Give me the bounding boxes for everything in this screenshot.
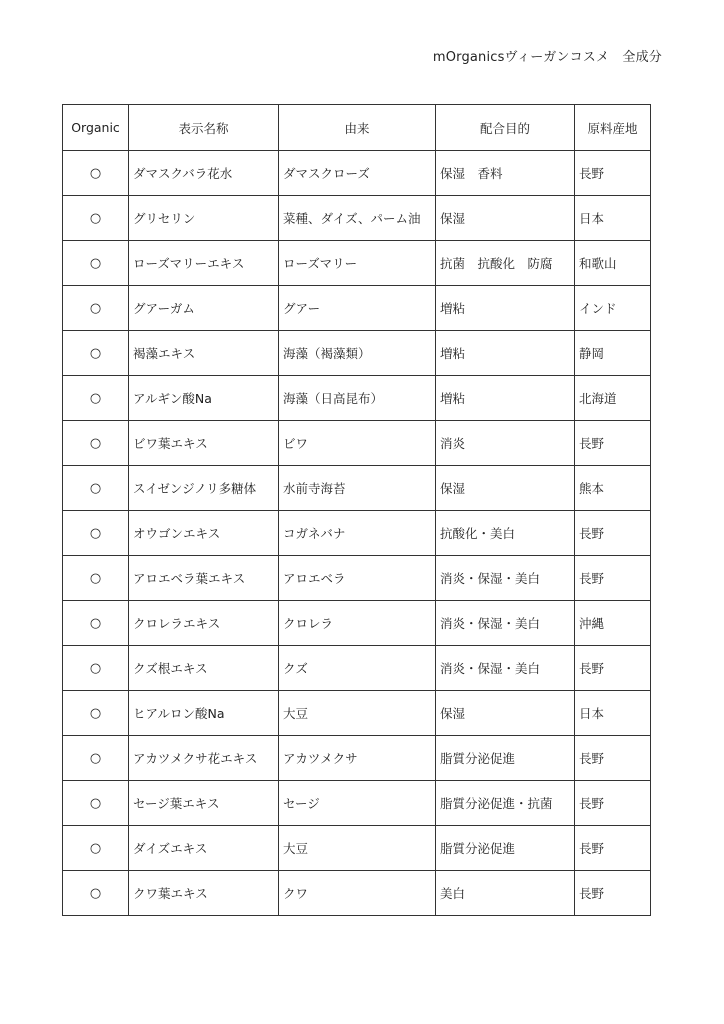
ingredient-name: アロエベラ葉エキス: [129, 556, 279, 601]
header-purpose: 配合目的: [436, 105, 575, 151]
organic-mark: ○: [63, 646, 129, 691]
organic-mark: ○: [63, 196, 129, 241]
organic-mark: ○: [63, 601, 129, 646]
ingredient-region: 熊本: [575, 466, 651, 511]
organic-mark: ○: [63, 331, 129, 376]
ingredient-origin: 大豆: [279, 691, 436, 736]
table-row: [63, 421, 651, 466]
ingredient-purpose: 消炎: [436, 421, 575, 466]
ingredient-origin: アカツメクサ: [279, 736, 436, 781]
ingredient-region: インド: [575, 286, 651, 331]
organic-mark: ○: [63, 826, 129, 871]
ingredient-origin: セージ: [279, 781, 436, 826]
table-row: [63, 196, 651, 241]
table-row: [63, 556, 651, 601]
ingredient-purpose: 消炎・保湿・美白: [436, 556, 575, 601]
ingredient-name: クワ葉エキス: [129, 871, 279, 916]
ingredient-purpose: 脂質分泌促進: [436, 736, 575, 781]
ingredient-name: ローズマリーエキス: [129, 241, 279, 286]
table-row: [63, 826, 651, 871]
ingredient-name: セージ葉エキス: [129, 781, 279, 826]
ingredient-region: 沖縄: [575, 601, 651, 646]
ingredient-region: 長野: [575, 826, 651, 871]
ingredient-purpose: 抗菌 抗酸化 防腐: [436, 241, 575, 286]
ingredient-purpose: 消炎・保湿・美白: [436, 601, 575, 646]
ingredient-purpose: 保湿: [436, 691, 575, 736]
ingredient-purpose: 保湿: [436, 466, 575, 511]
organic-mark: ○: [63, 556, 129, 601]
ingredient-origin: クズ: [279, 646, 436, 691]
table-row: [63, 331, 651, 376]
ingredient-purpose: 増粘: [436, 286, 575, 331]
ingredient-origin: 海藻（日高昆布）: [279, 376, 436, 421]
ingredient-purpose: 増粘: [436, 376, 575, 421]
ingredient-purpose: 増粘: [436, 331, 575, 376]
header-name: 表示名称: [129, 105, 279, 151]
table-row: [63, 736, 651, 781]
ingredient-region: 長野: [575, 421, 651, 466]
document-title: mOrganicsヴィーガンコスメ 全成分: [432, 50, 662, 65]
table-row: [63, 466, 651, 511]
organic-mark: ○: [63, 286, 129, 331]
table-row: [63, 871, 651, 916]
organic-mark: ○: [63, 871, 129, 916]
ingredient-origin: アロエベラ: [279, 556, 436, 601]
ingredient-name: スイゼンジノリ多糖体: [129, 466, 279, 511]
ingredient-region: 長野: [575, 871, 651, 916]
ingredient-name: アカツメクサ花エキス: [129, 736, 279, 781]
ingredient-name: ダイズエキス: [129, 826, 279, 871]
ingredient-purpose: 消炎・保湿・美白: [436, 646, 575, 691]
ingredient-name: グアーガム: [129, 286, 279, 331]
ingredient-name: 褐藻エキス: [129, 331, 279, 376]
ingredient-region: 長野: [575, 781, 651, 826]
ingredient-origin: 大豆: [279, 826, 436, 871]
ingredient-origin: ダマスクローズ: [279, 151, 436, 196]
ingredient-purpose: 抗酸化・美白: [436, 511, 575, 556]
ingredient-origin: グアー: [279, 286, 436, 331]
organic-mark: ○: [63, 466, 129, 511]
ingredient-region: 長野: [575, 646, 651, 691]
ingredient-name: ダマスクバラ花水: [129, 151, 279, 196]
ingredient-purpose: 保湿 香料: [436, 151, 575, 196]
organic-mark: ○: [63, 421, 129, 466]
ingredient-region: 日本: [575, 691, 651, 736]
ingredients-table: [62, 104, 651, 916]
ingredient-purpose: 脂質分泌促進・抗菌: [436, 781, 575, 826]
header-organic: Organic: [63, 105, 129, 151]
ingredient-origin: クワ: [279, 871, 436, 916]
table-row: [63, 241, 651, 286]
ingredient-name: ヒアルロン酸Na: [129, 691, 279, 736]
table-body: [63, 151, 651, 916]
organic-mark: ○: [63, 781, 129, 826]
ingredient-name: クズ根エキス: [129, 646, 279, 691]
table-row: [63, 601, 651, 646]
ingredient-purpose: 美白: [436, 871, 575, 916]
table-row: [63, 376, 651, 421]
ingredient-name: アルギン酸Na: [129, 376, 279, 421]
ingredient-region: 北海道: [575, 376, 651, 421]
ingredient-origin: コガネバナ: [279, 511, 436, 556]
ingredient-origin: ビワ: [279, 421, 436, 466]
ingredient-name: クロレラエキス: [129, 601, 279, 646]
ingredient-region: 和歌山: [575, 241, 651, 286]
ingredient-region: 長野: [575, 151, 651, 196]
organic-mark: ○: [63, 511, 129, 556]
table-row: [63, 151, 651, 196]
ingredient-region: 長野: [575, 736, 651, 781]
table-row: [63, 781, 651, 826]
ingredient-name: ビワ葉エキス: [129, 421, 279, 466]
ingredient-origin: ローズマリー: [279, 241, 436, 286]
table-header-row: [63, 105, 651, 151]
ingredient-region: 日本: [575, 196, 651, 241]
ingredient-origin: 水前寺海苔: [279, 466, 436, 511]
ingredient-origin: クロレラ: [279, 601, 436, 646]
header-region: 原料産地: [575, 105, 651, 151]
organic-mark: ○: [63, 691, 129, 736]
ingredient-origin: 菜種、ダイズ、パーム油: [279, 196, 436, 241]
organic-mark: ○: [63, 151, 129, 196]
ingredient-purpose: 脂質分泌促進: [436, 826, 575, 871]
table-row: [63, 691, 651, 736]
ingredient-name: グリセリン: [129, 196, 279, 241]
table-row: [63, 286, 651, 331]
ingredient-name: オウゴンエキス: [129, 511, 279, 556]
ingredient-origin: 海藻（褐藻類）: [279, 331, 436, 376]
ingredient-region: 長野: [575, 556, 651, 601]
ingredient-region: 静岡: [575, 331, 651, 376]
header-origin: 由来: [279, 105, 436, 151]
organic-mark: ○: [63, 376, 129, 421]
ingredient-region: 長野: [575, 511, 651, 556]
organic-mark: ○: [63, 736, 129, 781]
table-row: [63, 511, 651, 556]
table-row: [63, 646, 651, 691]
organic-mark: ○: [63, 241, 129, 286]
ingredient-purpose: 保湿: [436, 196, 575, 241]
